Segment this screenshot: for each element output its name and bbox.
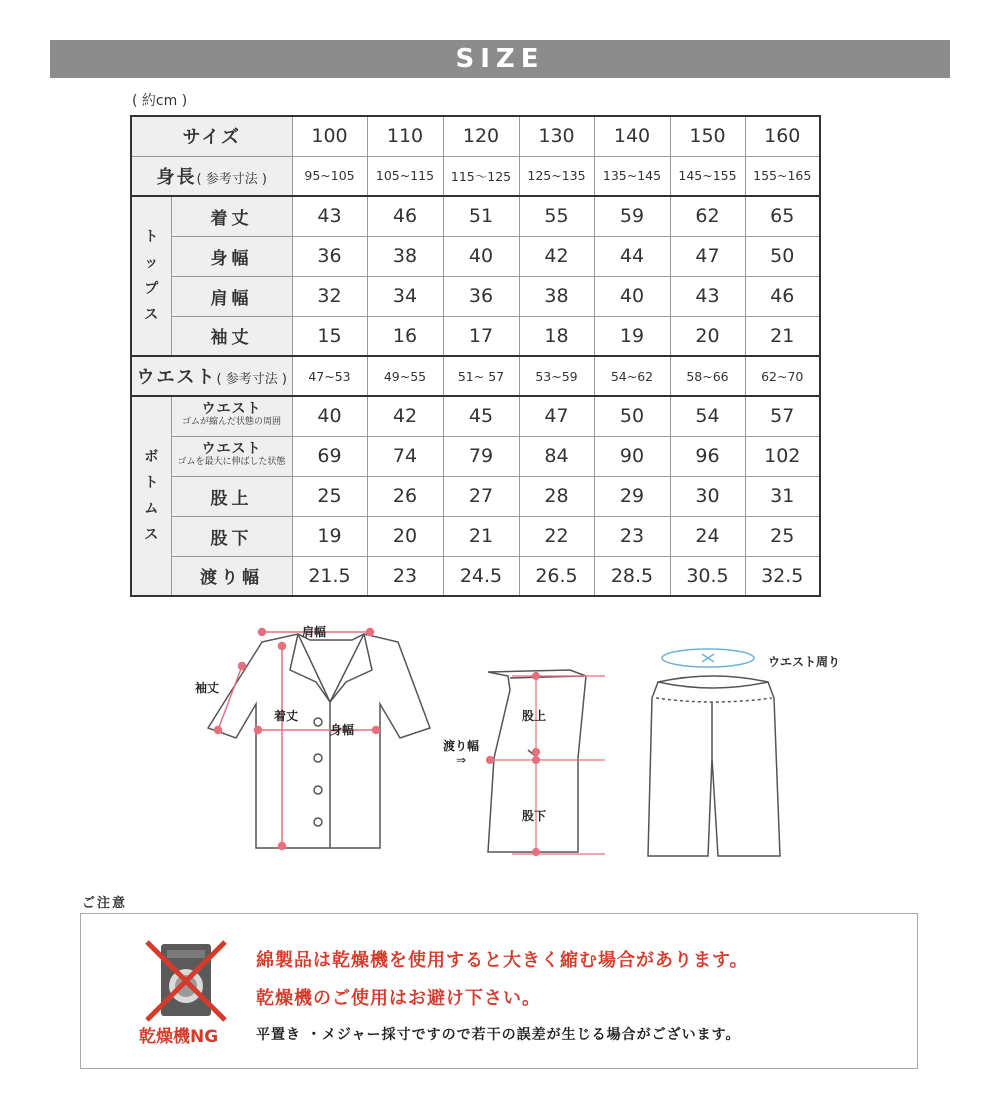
value-cell: 47 — [519, 396, 594, 436]
value-cell: 55 — [519, 196, 594, 236]
table-row — [131, 156, 820, 196]
warning-line-1: 綿製品は乾燥機を使用すると大きく縮む場合があります。 — [256, 950, 749, 971]
waist-around-label: ウエスト周り — [768, 655, 841, 669]
sleeve-label: 袖丈 — [195, 681, 220, 695]
value-cell: 19 — [292, 516, 367, 556]
value-cell: 32 — [292, 276, 367, 316]
size-banner — [50, 40, 950, 78]
value-cell: 40 — [594, 276, 670, 316]
height-cell: 105~115 — [367, 156, 443, 196]
dryer-ng-icon — [141, 936, 231, 1026]
value-cell: 16 — [367, 316, 443, 356]
row-label: 股下 — [171, 516, 292, 556]
warning-line-3: 平置き ・メジャー採寸ですので若干の誤差が生じる場合がございます。 — [256, 1027, 741, 1043]
notes-box — [80, 913, 918, 1069]
value-cell: 30 — [670, 476, 745, 516]
value-cell: 26 — [367, 476, 443, 516]
value-cell: 24 — [670, 516, 745, 556]
value-cell: 79 — [443, 436, 519, 476]
table-row — [131, 276, 820, 316]
waist-arrow — [662, 649, 754, 667]
table-row — [131, 516, 820, 556]
banner-title: SIZE — [455, 44, 545, 74]
row-label-sub: ゴムが縮んだ状態の周囲 — [181, 417, 281, 428]
group-label-char: ス — [144, 527, 159, 543]
table-row — [131, 196, 820, 236]
group-label-char: ト — [144, 475, 159, 491]
waist-cell: 51~ 57 — [443, 356, 519, 396]
value-cell: 90 — [594, 436, 670, 476]
group-label-char: ス — [144, 307, 159, 323]
thigh-label: 渡り幅 — [443, 739, 480, 753]
row-label — [171, 396, 292, 436]
length-label: 着丈 — [274, 709, 299, 723]
row-label: 肩幅 — [171, 276, 292, 316]
size-cell: 120 — [443, 116, 519, 156]
table-row — [131, 236, 820, 276]
notes-title: ご注意 — [82, 896, 128, 911]
value-cell: 30.5 — [670, 556, 745, 596]
value-cell: 50 — [594, 396, 670, 436]
inseam-label: 股下 — [522, 809, 547, 823]
size-table — [130, 115, 821, 597]
value-cell: 40 — [443, 236, 519, 276]
value-cell: 25 — [745, 516, 820, 556]
value-cell: 23 — [594, 516, 670, 556]
size-cell: 110 — [367, 116, 443, 156]
table-row — [131, 476, 820, 516]
group-label-char: ッ — [144, 255, 159, 271]
unit-note: ( 約cm ) — [132, 93, 188, 109]
value-cell: 102 — [745, 436, 820, 476]
group-label-char: ボ — [144, 449, 159, 465]
value-cell: 24.5 — [443, 556, 519, 596]
value-cell: 31 — [745, 476, 820, 516]
value-cell: 29 — [594, 476, 670, 516]
row-label: 渡り幅 — [171, 556, 292, 596]
value-cell: 74 — [367, 436, 443, 476]
value-cell: 26.5 — [519, 556, 594, 596]
rise-label: 股上 — [522, 709, 547, 723]
shoulder-label: 肩幅 — [302, 625, 327, 639]
table-row — [131, 436, 820, 476]
value-cell: 65 — [745, 196, 820, 236]
value-cell: 21 — [443, 516, 519, 556]
group-label-char: プ — [144, 281, 159, 297]
value-cell: 43 — [670, 276, 745, 316]
waist-cell: 54~62 — [594, 356, 670, 396]
row-label: 身幅 — [171, 236, 292, 276]
height-cell: 135~145 — [594, 156, 670, 196]
size-cell: 160 — [745, 116, 820, 156]
value-cell: 47 — [670, 236, 745, 276]
row-label-main: ウエスト — [201, 401, 262, 418]
value-cell: 45 — [443, 396, 519, 436]
value-cell: 46 — [745, 276, 820, 316]
value-cell: 23 — [367, 556, 443, 596]
height-cell: 145~155 — [670, 156, 745, 196]
height-cell: 95~105 — [292, 156, 367, 196]
value-cell: 25 — [292, 476, 367, 516]
height-cell: 155~165 — [745, 156, 820, 196]
size-cell: 150 — [670, 116, 745, 156]
value-cell: 40 — [292, 396, 367, 436]
value-cell: 17 — [443, 316, 519, 356]
group-label-char: ム — [144, 501, 159, 517]
waist-cell: 53~59 — [519, 356, 594, 396]
value-cell: 42 — [367, 396, 443, 436]
height-suffix: ( 参考寸法 ) — [196, 171, 267, 187]
size-cell: 100 — [292, 116, 367, 156]
pants-front-illustration — [648, 676, 780, 856]
value-cell: 34 — [367, 276, 443, 316]
size-cell: 140 — [594, 116, 670, 156]
value-cell: 38 — [367, 236, 443, 276]
value-cell: 51 — [443, 196, 519, 236]
table-row — [131, 116, 820, 156]
table-row — [131, 396, 820, 436]
value-cell: 62 — [670, 196, 745, 236]
height-cell: 125~135 — [519, 156, 594, 196]
row-label — [171, 436, 292, 476]
value-cell: 32.5 — [745, 556, 820, 596]
value-cell: 19 — [594, 316, 670, 356]
value-cell: 28 — [519, 476, 594, 516]
waist-cell: 49~55 — [367, 356, 443, 396]
table-row — [131, 556, 820, 596]
value-cell: 57 — [745, 396, 820, 436]
value-cell: 44 — [594, 236, 670, 276]
value-cell: 22 — [519, 516, 594, 556]
warning-line-2: 乾燥機のご使用はお避け下さい。 — [256, 988, 541, 1009]
dryer-ng-label: 乾燥機NG — [139, 1027, 219, 1047]
value-cell: 38 — [519, 276, 594, 316]
height-cell: 115〜125 — [443, 156, 519, 196]
value-cell: 28.5 — [594, 556, 670, 596]
value-cell: 27 — [443, 476, 519, 516]
height-label: 身長 — [156, 166, 197, 188]
value-cell: 69 — [292, 436, 367, 476]
bottoms-group-label — [131, 396, 171, 596]
value-cell: 50 — [745, 236, 820, 276]
size-header: サイズ — [131, 116, 292, 156]
measurement-diagram — [0, 610, 1001, 890]
thigh-arrow: ⇒ — [456, 753, 467, 767]
value-cell: 21.5 — [292, 556, 367, 596]
value-cell: 54 — [670, 396, 745, 436]
waist-cell: 62~70 — [745, 356, 820, 396]
row-label: 股上 — [171, 476, 292, 516]
height-header — [131, 156, 292, 196]
waist-label: ウエスト — [136, 367, 217, 388]
waist-suffix: ( 参考寸法 ) — [216, 372, 287, 387]
value-cell: 43 — [292, 196, 367, 236]
value-cell: 59 — [594, 196, 670, 236]
table-row — [131, 356, 820, 396]
value-cell: 96 — [670, 436, 745, 476]
row-label: 着丈 — [171, 196, 292, 236]
group-label-char: ト — [144, 229, 159, 245]
waist-header — [131, 356, 292, 396]
waist-cell: 58~66 — [670, 356, 745, 396]
value-cell: 36 — [292, 236, 367, 276]
row-label: 袖丈 — [171, 316, 292, 356]
value-cell: 20 — [670, 316, 745, 356]
row-label-main: ウエスト — [201, 441, 262, 457]
value-cell: 15 — [292, 316, 367, 356]
table-row — [131, 316, 820, 356]
body-width-label: 身幅 — [330, 723, 355, 737]
tops-group-label — [131, 196, 171, 356]
value-cell: 42 — [519, 236, 594, 276]
size-cell: 130 — [519, 116, 594, 156]
value-cell: 18 — [519, 316, 594, 356]
value-cell: 84 — [519, 436, 594, 476]
value-cell: 36 — [443, 276, 519, 316]
row-label-sub: ゴムを最大に伸ばした状態 — [177, 457, 286, 467]
value-cell: 46 — [367, 196, 443, 236]
value-cell: 20 — [367, 516, 443, 556]
value-cell: 21 — [745, 316, 820, 356]
waist-cell: 47~53 — [292, 356, 367, 396]
